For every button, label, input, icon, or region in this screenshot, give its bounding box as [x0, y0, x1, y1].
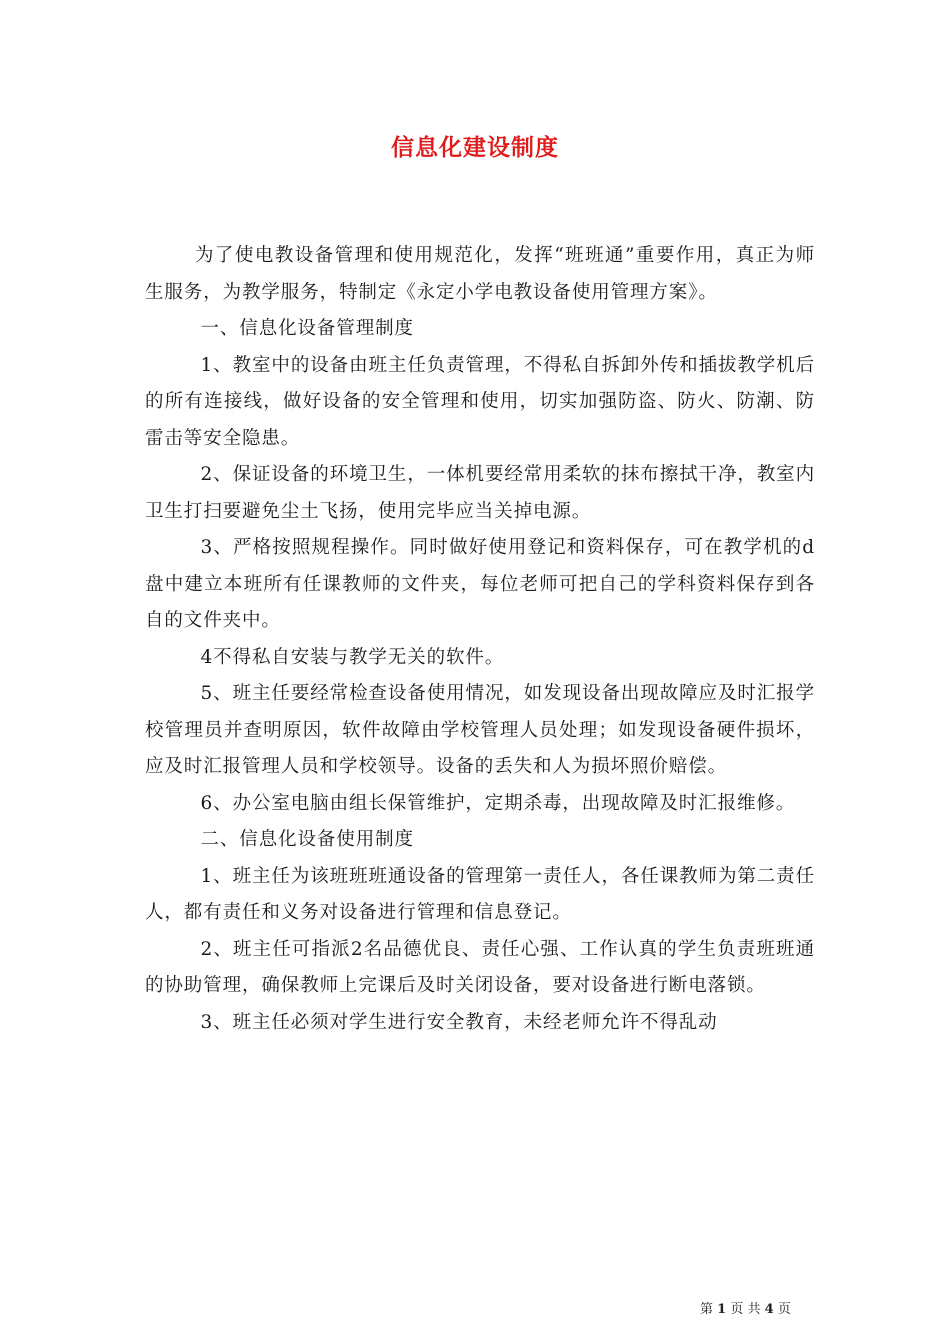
management-rule-6: 6、办公室电脑由组长保管维护，定期杀毒，出现故障及时汇报维修。 [200, 792, 796, 814]
management-rule-1: 1、教室中的设备由班主任负责管理，不得私自拆卸外传和插拔教学机后的所有连接线，做好设备的安全管理和使用，切实加强防盗、防火、防潮、防雷击等安全隐患。 [145, 354, 815, 449]
footer-total-pages: 4 [764, 1302, 774, 1317]
management-rule-5: 5、班主任要经常检查设备使用情况，如发现设备出现故障应及时汇报学校管理员并查明原因，软件故障由学校管理人员处理；如发现设备硬件损坏，应及时汇报管理人员和学校领导。设备的丢失和人为损坏照价赔偿。 [145, 683, 815, 777]
footer-suffix: 页 [777, 1302, 791, 1317]
footer-prefix: 第 [700, 1302, 714, 1317]
intro-paragraph: 为了使电教设备管理和使用规范化，发挥“班班通”重要作用，真正为师生服务，为教学服务，特制定《永定小学电教设备使用管理方案》。 [145, 245, 815, 303]
usage-rule-3: 3、班主任必须对学生进行安全教育，未经老师允许不得乱动 [200, 1011, 718, 1033]
section-heading-management: 一、信息化设备管理制度 [200, 318, 414, 339]
management-rule-4: 4不得私自安装与教学无关的软件。 [200, 646, 505, 668]
section-heading-usage: 二、信息化设备使用制度 [200, 829, 414, 850]
document-body [145, 238, 815, 1041]
document-title: 信息化建设制度 [391, 134, 559, 161]
management-rule-2: 2、保证设备的环境卫生，一体机要经常用柔软的抹布擦拭干净，教室内卫生打扫要避免尘土飞扬，使用完毕应当关掉电源。 [145, 464, 815, 522]
management-rule-3: 3、严格按照规程操作。同时做好使用登记和资料保存，可在教学机的d盘中建立本班所有任课教师的文件夹，每位老师可把自己的学科资料保存到各自的文件夹中。 [145, 537, 815, 631]
page-number-footer [700, 1298, 820, 1317]
footer-current-page: 1 [717, 1302, 727, 1317]
footer-middle: 页 共 [730, 1302, 761, 1317]
usage-rule-1: 1、班主任为该班班班通设备的管理第一责任人，各任课教师为第二责任人，都有责任和义务对设备进行管理和信息登记。 [145, 865, 815, 923]
usage-rule-2: 2、班主任可指派2名品德优良、责任心强、工作认真的学生负责班班通的协助管理，确保教师上完课后及时关闭设备，要对设备进行断电落锁。 [145, 938, 815, 996]
